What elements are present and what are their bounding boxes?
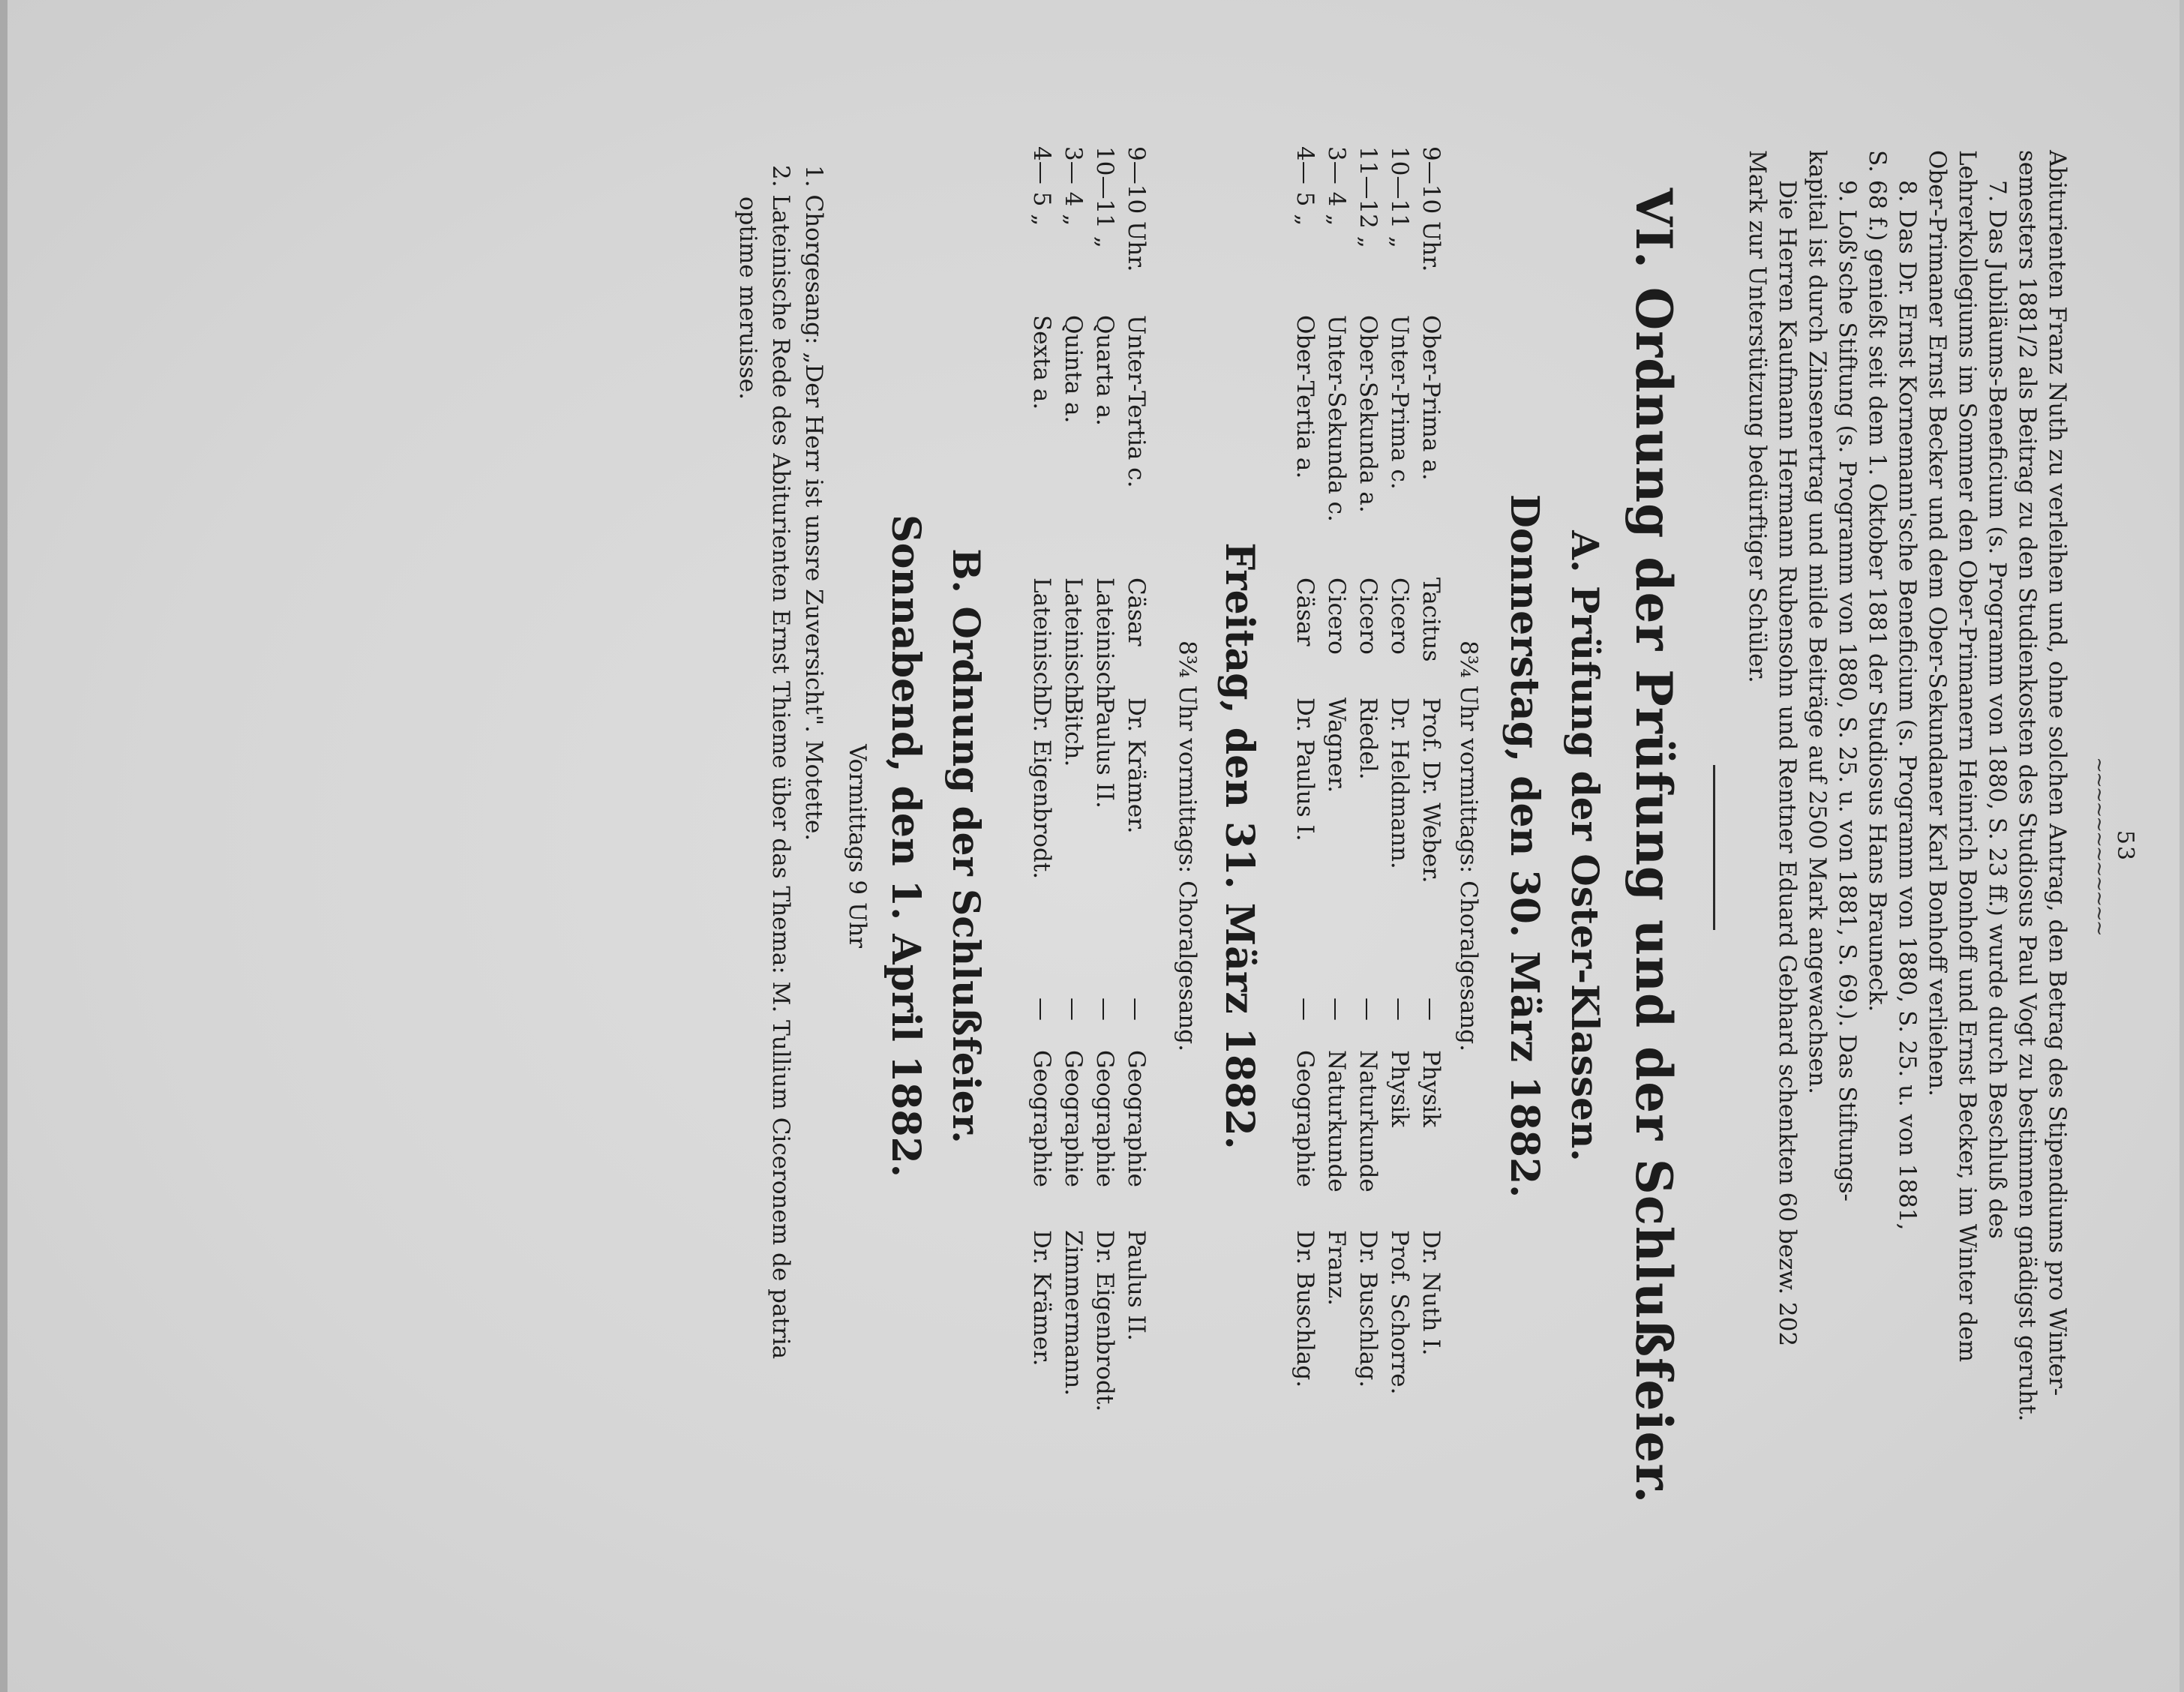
row-time: 11—12 „ [1354, 146, 1382, 248]
row-subject-2: Geographie [1123, 1050, 1150, 1187]
row-teacher-2: Zimmermann. [1060, 1230, 1087, 1396]
intro-line-5: Ober-Primaner Ernst Becker und dem Ober-Sekundaner Karl Bonhoff verliehen. [1924, 150, 1951, 1096]
row-teacher: Paulus II. [1091, 698, 1118, 808]
row-teacher: Dr. Eigenbrodt. [1028, 698, 1055, 880]
row-class: Ober-Prima a. [1418, 315, 1444, 481]
row-subject: Cäsar [1292, 578, 1318, 646]
row-time: 3— 4 „ [1323, 146, 1350, 226]
row-teacher: Dr. Heldmann. [1386, 698, 1413, 869]
intro-line-2: semesters 1881/2 als Beitrag zu den Studienkosten des Studiosus Paul Vogt zu bestimmen gnädigst geruht. [2014, 150, 2041, 1422]
row-subject: Cäsar [1123, 578, 1150, 646]
program-item-2-cont: optime meruisse. [734, 196, 761, 400]
row-dash: — [1323, 998, 1350, 1021]
row-subject-2: Physik [1418, 1050, 1444, 1127]
row-teacher: Riedel. [1354, 698, 1382, 780]
row-teacher-2: Dr. Eigenbrodt. [1091, 1230, 1118, 1412]
divider-rule [1713, 765, 1715, 930]
part-b-title: B. Ordnung der Schlußfeier. [944, 548, 988, 1144]
row-class: Quarta a. [1091, 315, 1118, 426]
section-title: VI. Ordnung der Prüfung und der Schlußfeier. [1624, 188, 1683, 1504]
row-time: 3— 4 „ [1060, 146, 1087, 226]
row-class: Unter-Prima c. [1386, 315, 1413, 490]
row-time: 9—10 Uhr. [1123, 146, 1150, 272]
intro-line-8: 9. Loß'sche Stiftung (s. Programm von 1880, S. 25. u. von 1881, S. 69.). Das Stiftungs- [1834, 180, 1861, 1202]
part-b-day: Sonnabend, den 1. April 1882. [883, 514, 928, 1178]
intro-line-4: Lehrerkollegiums im Sommer den Ober-Primanern Heinrich Bonhoff und Ernst Becker, im Winter dem [1954, 150, 1981, 1363]
row-time: 10—11 „ [1386, 146, 1413, 248]
row-class: Ober-Tertia a. [1292, 315, 1318, 479]
program-item-2: 2. Lateinische Rede des Abiturienten Ernst Thieme über das Thema: M. Tullium Ciceronem de patria [767, 165, 794, 1360]
row-dash: — [1386, 998, 1413, 1021]
row-teacher: Wagner. [1323, 698, 1350, 794]
row-subject-2: Physik [1386, 1050, 1413, 1127]
row-class: Sexta a. [1028, 315, 1055, 410]
row-teacher-2: Dr. Buschlag. [1292, 1230, 1318, 1388]
row-subject: Lateinisch [1060, 578, 1087, 700]
intro-line-7: S. 68 f.) genießt seit dem 1. Oktober 1881 der Studiosus Hans Brauneck. [1864, 150, 1891, 1012]
row-dash: — [1123, 998, 1150, 1021]
row-subject-2: Naturkunde [1323, 1050, 1350, 1192]
row-dash: — [1292, 998, 1318, 1021]
row-dash: — [1028, 998, 1055, 1021]
row-teacher: Bitch. [1060, 698, 1087, 767]
row-teacher-2: Dr. Nuth I. [1418, 1230, 1444, 1356]
row-subject: Tacitus [1418, 578, 1444, 662]
row-time: 9—10 Uhr. [1418, 146, 1444, 272]
row-class: Ober-Sekunda a. [1354, 315, 1382, 513]
intro-line-1: Abiturienten Franz Nuth zu verleihen und, ohne solchen Antrag, den Betrag des Stipendiums pro Winter- [2044, 150, 2071, 1396]
row-subject: Lateinisch [1091, 578, 1118, 700]
row-time: 10—11 „ [1091, 146, 1118, 248]
row-subject: Cicero [1386, 578, 1413, 655]
row-class: Quinta a. [1060, 315, 1087, 424]
intro-line-6: 8. Das Dr. Ernst Kornemann'sche Beneficium (s. Programm von 1880, S. 25. u. von 1881, [1894, 180, 1921, 1231]
part-a-title: A. Prüfung der Oster-Klassen. [1563, 530, 1607, 1162]
row-teacher-2: Dr. Buschlag. [1354, 1230, 1382, 1388]
row-subject-2: Geographie [1091, 1050, 1118, 1187]
row-time: 4— 5 „ [1028, 146, 1055, 226]
row-time: 4— 5 „ [1292, 146, 1318, 226]
intro-line-11: Mark zur Unterstützung bedürftiger Schüler. [1744, 150, 1771, 683]
row-subject: Lateinisch [1028, 578, 1055, 700]
row-dash: — [1060, 998, 1087, 1021]
row-dash: — [1354, 998, 1382, 1021]
row-subject: Cicero [1354, 578, 1382, 655]
row-teacher-2: Franz. [1323, 1230, 1350, 1306]
page-number: 53 [2112, 830, 2138, 862]
intro-line-3: 7. Das Jubiläums-Beneficium (s. Programm von 1880, S. 23 ff.) wurde durch Beschluß des [1984, 180, 2011, 1239]
intro-line-10: Die Herren Kaufmann Hermann Rubensohn und Rentner Eduard Gebhard schenkten 60 bezw. 202 [1774, 180, 1801, 1347]
row-teacher: Prof. Dr. Weber. [1418, 698, 1444, 884]
intro-line-9: kapital ist durch Zinsenertrag und milde Beiträge auf 2500 Mark angewachsen. [1804, 150, 1831, 1094]
row-teacher: Dr. Krämer. [1123, 698, 1150, 834]
row-dash: — [1418, 998, 1444, 1021]
row-subject-2: Naturkunde [1354, 1050, 1382, 1192]
row-subject-2: Geographie [1028, 1050, 1055, 1187]
row-teacher-2: Paulus II. [1123, 1230, 1150, 1341]
day2-note: 8¾ Uhr vormittags: Choralgesang. [1174, 640, 1201, 1052]
day2-title: Freitag, den 31. März 1882. [1216, 542, 1262, 1150]
row-subject-2: Geographie [1292, 1050, 1318, 1187]
row-teacher-2: Prof. Schorre. [1386, 1230, 1413, 1395]
row-teacher: Dr. Paulus I. [1292, 698, 1318, 842]
row-dash: — [1091, 998, 1118, 1021]
program-item-1: 1. Chorgesang: „Der Herr ist unsre Zuversicht". Motette. [800, 165, 827, 842]
row-class: Unter-Tertia c. [1123, 315, 1150, 488]
part-b-time: Vormittags 9 Uhr [844, 744, 871, 948]
day1-title: Donnerstag, den 30. März 1882. [1502, 494, 1547, 1198]
row-subject: Cicero [1323, 578, 1350, 655]
ornament: ~~~~~~~~~~~~ [2088, 757, 2110, 935]
row-class: Unter-Sekunda c. [1323, 315, 1350, 522]
day1-note: 8¾ Uhr vormittags: Choralgesang. [1455, 640, 1482, 1052]
row-subject-2: Geographie [1060, 1050, 1087, 1187]
row-teacher-2: Dr. Krämer. [1028, 1230, 1055, 1366]
